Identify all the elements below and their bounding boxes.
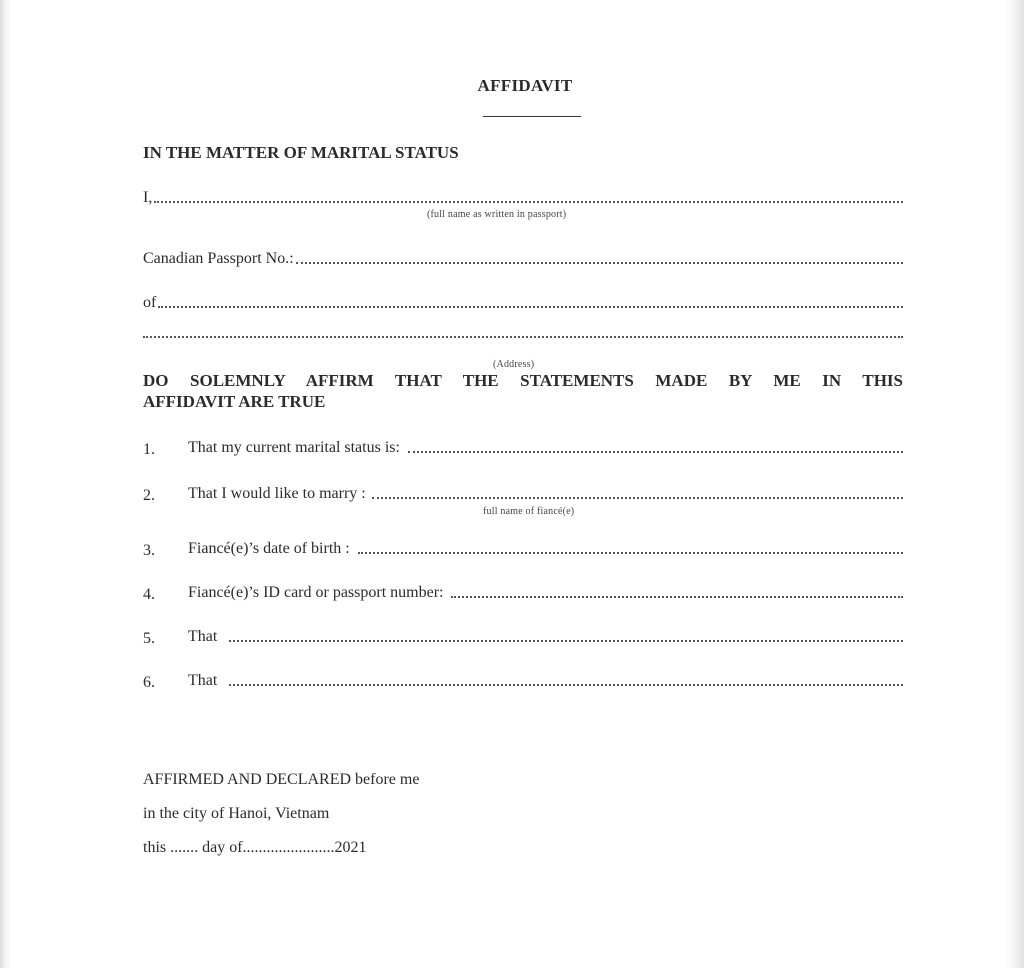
statement-text: Fiancé(e)’s ID card or passport number:: [188, 584, 444, 601]
statement-blank[interactable]: [372, 497, 903, 499]
address-field[interactable]: [143, 294, 903, 312]
address-continuation-field[interactable]: [143, 336, 903, 342]
name-blank[interactable]: [154, 201, 903, 203]
statement-blank[interactable]: [358, 552, 903, 554]
statement-number: 2.: [143, 487, 155, 504]
statement-text: That: [188, 672, 218, 689]
full-name-field[interactable]: [143, 189, 903, 207]
statement-text: That I would like to marry :: [188, 485, 366, 502]
statement-blank[interactable]: [408, 451, 903, 453]
declaration-line-1: AFFIRMED AND DECLARED before me: [143, 771, 420, 788]
affirmation-statement: [143, 370, 903, 412]
passport-blank[interactable]: [296, 262, 903, 264]
declaration-date-line: this ....... day of.......................2021: [143, 839, 367, 856]
address-hint: (Address): [493, 359, 535, 370]
passport-label: Canadian Passport No.:: [143, 250, 294, 267]
statement-that-5[interactable]: [188, 628, 903, 646]
statement-blank[interactable]: [229, 640, 903, 642]
name-hint: (full name as written in passport): [427, 209, 567, 220]
affirmation-line-2: AFFIDAVIT ARE TRUE: [143, 392, 326, 411]
statement-text: That: [188, 628, 218, 645]
address-blank[interactable]: [158, 306, 903, 308]
statement-number: 1.: [143, 441, 155, 458]
statement-that-6[interactable]: [188, 672, 903, 690]
declaration-line-2: in the city of Hanoi, Vietnam: [143, 805, 330, 822]
statement-number: 3.: [143, 542, 155, 559]
statement-number: 4.: [143, 586, 155, 603]
statement-text: Fiancé(e)’s date of birth :: [188, 540, 350, 557]
document-title: AFFIDAVIT: [477, 76, 573, 95]
matter-heading: IN THE MATTER OF MARITAL STATUS: [143, 143, 459, 162]
affirmation-line-1: DO SOLEMNLY AFFIRM THAT THE STATEMENTS MADE BY ME IN THIS: [143, 371, 903, 390]
statement-blank[interactable]: [451, 596, 903, 598]
statement-blank[interactable]: [229, 684, 903, 686]
statement-text: That my current marital status is:: [188, 439, 400, 456]
statement-number: 5.: [143, 630, 155, 647]
statement-marital-status[interactable]: [188, 439, 903, 457]
statement-marry[interactable]: [188, 485, 903, 503]
fiance-name-hint: full name of fiancé(e): [483, 506, 575, 517]
name-prefix: I,: [143, 189, 153, 206]
address-continuation-blank[interactable]: [143, 336, 903, 338]
passport-number-field[interactable]: [143, 250, 903, 268]
title-underline: [483, 116, 581, 117]
statement-number: 6.: [143, 674, 155, 691]
of-label: of: [143, 294, 157, 311]
statement-fiance-dob[interactable]: [188, 540, 903, 558]
statement-fiance-id[interactable]: [188, 584, 903, 602]
